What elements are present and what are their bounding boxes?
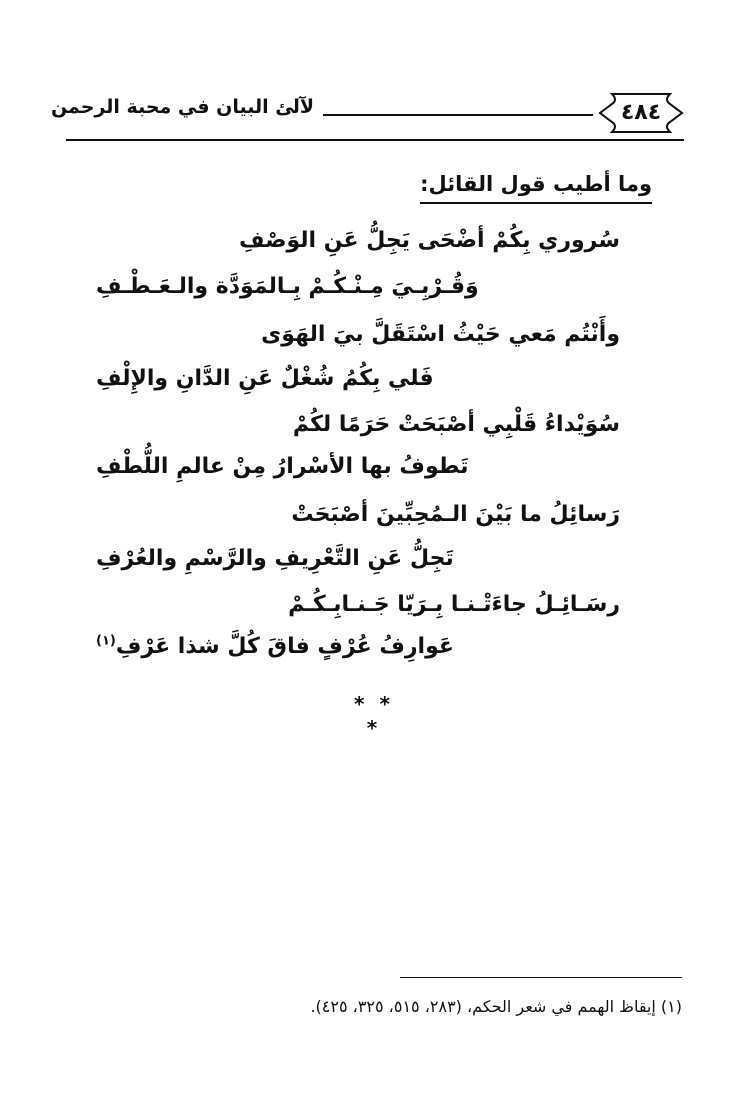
- verse-line: تَطوفُ بها الأسْرارُ مِنْ عالمِ اللُّطْفِ: [96, 454, 469, 479]
- footnote-divider: [400, 977, 682, 978]
- page-number: ٤٨٤: [620, 100, 662, 125]
- verse-line: سُوَيْداءُ قَلْبِي أصْبَحَتْ حَرَمًا لكُمْ: [292, 412, 620, 437]
- header-divider: [323, 114, 593, 116]
- book-title: لآلئ البيان في محبة الرحمن: [50, 96, 314, 118]
- verse-line-last: [96, 632, 454, 662]
- verse-line: وَقُـرْبِـيَ مِـنْـكُـمْ بِـالمَوَدَّة والـعَـطْـفِ: [96, 274, 479, 299]
- page-number-ornament: [598, 90, 684, 136]
- verse-line: فَلي بِكُمُ شُغْلٌ عَنِ الدَّانِ والإِلْفِ: [96, 366, 434, 391]
- section-separator: * * *: [354, 692, 394, 740]
- verse-line: رَسائِلُ ما بَيْنَ الـمُحِبِّينَ أصْبَحَتْ: [291, 502, 620, 527]
- footnote-marker[interactable]: (١): [96, 633, 116, 649]
- header-rule: [66, 139, 684, 141]
- verse-line: وأَنْتُم مَعي حَيْثُ اسْتَقَلَّ بيَ الهَوَى: [261, 322, 620, 347]
- verse-line: تَجِلُّ عَنِ التَّعْرِيفِ والرَّسْمِ والعُرْفِ: [96, 546, 454, 571]
- verse-line: سُروري بِكُمْ أضْحَى يَجِلُّ عَنِ الوَصْفِ: [239, 228, 620, 253]
- intro-heading: وما أطيب قول القائل:: [420, 172, 652, 204]
- verse-line: رسَـائِـلُ جاءَتْـنـا بِـرَيّا جَـنـابِـكُـمْ: [288, 592, 620, 617]
- verse-text: عَوارِفُ عُرْفٍ فاقَ كُلَّ شذا عَرْفِ: [115, 634, 454, 659]
- footnote-text: (١) إيقاظ الهمم في شعر الحكم، (٢٨٣، ٥١٥، ٣٢٥، ٤٢٥).: [310, 997, 682, 1016]
